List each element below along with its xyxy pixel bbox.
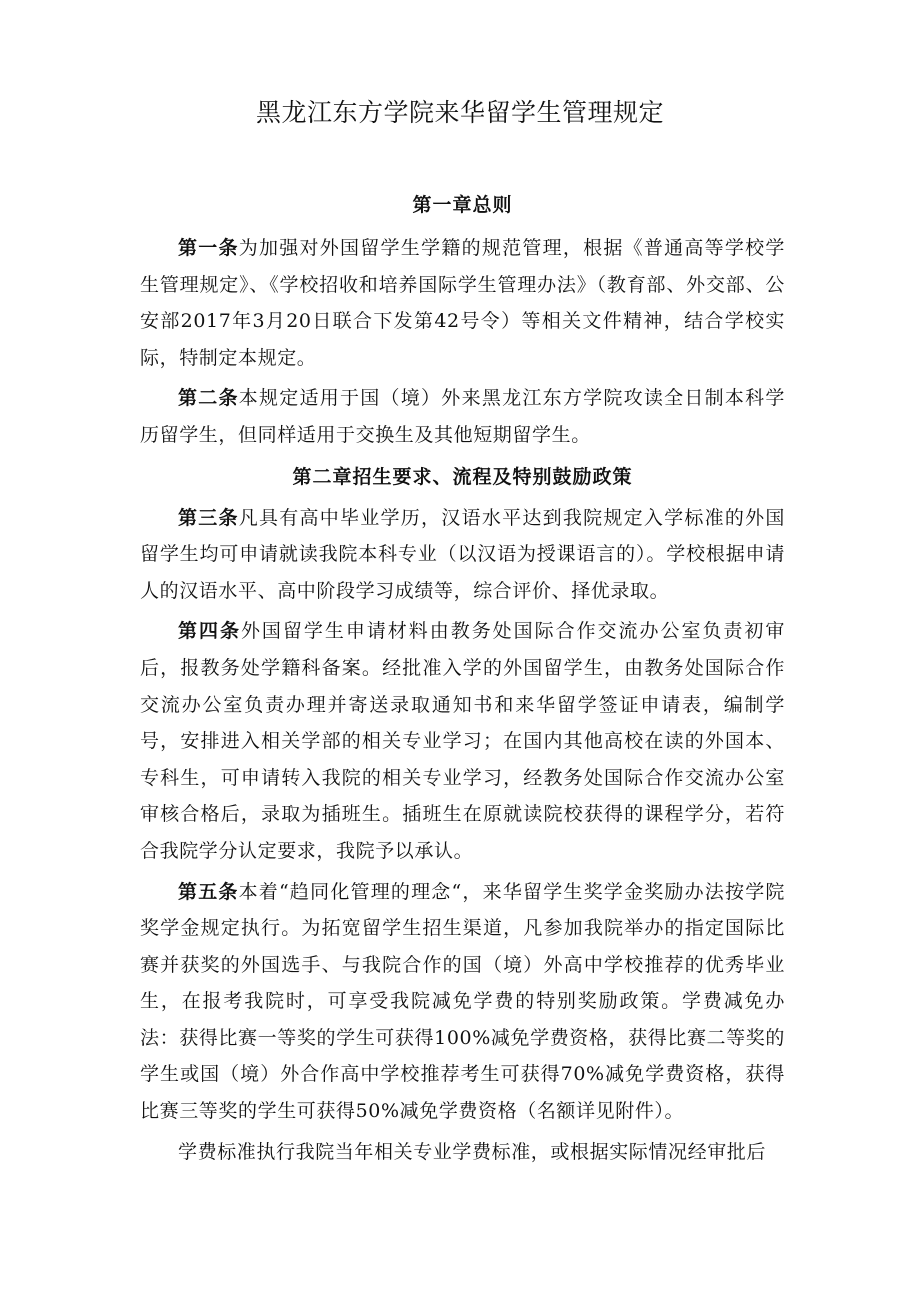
article-label: 第三条 xyxy=(178,506,239,529)
article-paragraph xyxy=(140,874,785,1130)
article-paragraph xyxy=(140,500,785,610)
article-text: 为加强对外国留学生学籍的规范管理，根据《普通高等学校学生管理规定》、《学校招收和培养国际学生管理办法》（教育部、外交部、公安部2017年3月20日联合下发第42号令）等相关文件精神，结合学校实际，特制定本规定。 xyxy=(140,237,785,369)
article-label: 第五条 xyxy=(178,880,239,903)
article-paragraph xyxy=(140,230,785,376)
document-title: 黑龙江东方学院来华留学生管理规定 xyxy=(255,98,664,127)
document-body xyxy=(140,190,785,1174)
article-paragraph xyxy=(140,380,785,453)
article-text: 本规定适用于国（境）外来黑龙江东方学院攻读全日制本科学历留学生，但同样适用于交换生及其他短期留学生。 xyxy=(140,387,785,446)
article-label: 第一条 xyxy=(178,237,239,259)
article-text: 外国留学生申请材料由教务处国际合作交流办公室负责初审后，报教务处学籍科备案。经批准入学的外国留学生，由教务处国际合作交流办公室负责办理并寄送录取通知书和来华留学签证申请表，编制学号，安排进入相关学部的相关专业学习；在国内其他高校在读的外国本、专科生，可申请转入我院的相关专业学习，经教务处国际合作交流办公室审核合格后，录取为插班生。插班生在原就读院校获得的课程学分，若符合我院学分认定要求，我院予以承认。 xyxy=(140,620,785,862)
article-label: 第二条 xyxy=(178,387,239,410)
article-paragraph xyxy=(140,613,785,869)
trailing-paragraph: 学费标准执行我院当年相关专业学费标准，或根据实际情况经审批后 xyxy=(178,1140,767,1163)
chapter-heading-2: 第二章招生要求、流程及特别鼓励政策 xyxy=(292,465,633,488)
article-label: 第四条 xyxy=(178,620,241,643)
article-text: 凡具有高中毕业学历，汉语水平达到我院规定入学标准的外国留学生均可申请就读我院本科专业（以汉语为授课语言的）。学校根据申请人的汉语水平、高中阶段学习成绩等，综合评价、择优录取。 xyxy=(140,506,785,602)
chapter-heading-1: 第一章总则 xyxy=(412,194,513,216)
article-text: 本着“趋同化管理的理念“，来华留学生奖学金奖励办法按学院奖学金规定执行。为拓宽留学生招生渠道，凡参加我院举办的指定国际比赛并获奖的外国选手、与我院合作的国（境）外高中学校推荐的优秀毕业生，在报考我院时，可享受我院减免学费的特别奖励政策。学费减免办法：获得比赛一等奖的学生可获得100%减免学费资格，获得比赛二等奖的学生或国（境）外合作高中学校推荐考生可获得70%减免学费资格，获得比赛三等奖的学生可获得50%减免学费资格（名额详见附件）。 xyxy=(140,880,785,1123)
